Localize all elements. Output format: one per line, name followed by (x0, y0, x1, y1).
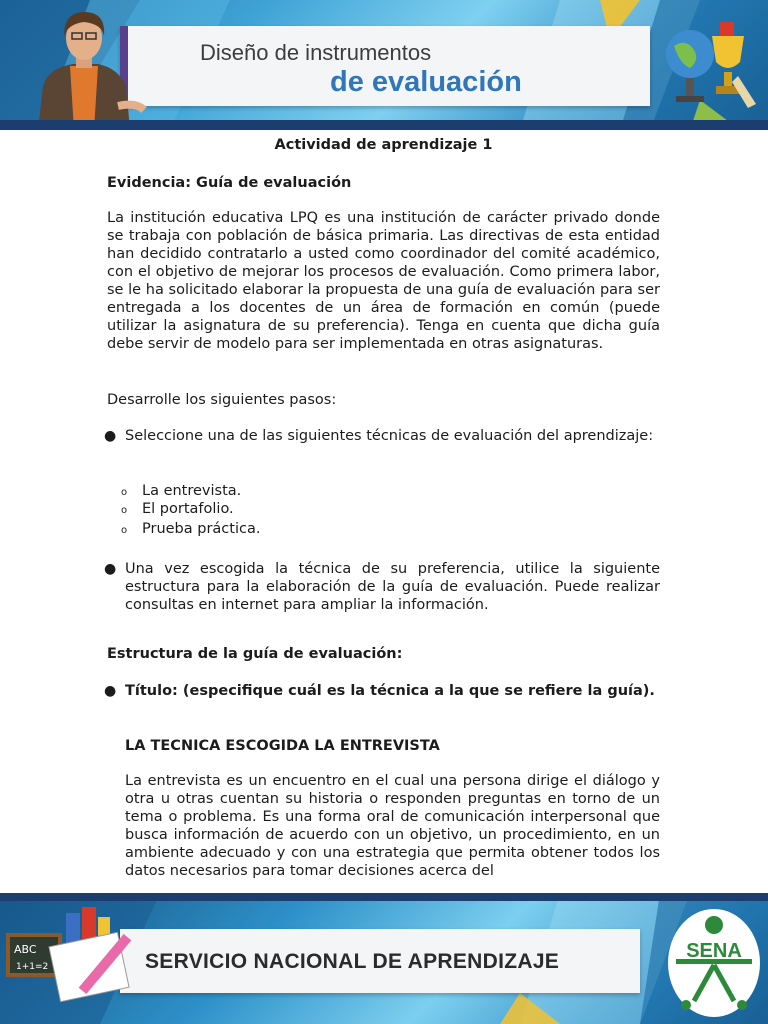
header-title-panel (120, 26, 650, 106)
institution-name: SERVICIO NACIONAL DE APRENDIZAJE (145, 950, 560, 973)
bullet-text: Una vez escogida la técnica de su preferencia, utilice la siguiente estructura para la elaboración de la guía de evaluación. Puede realizar consultas en internet para ampliar la información. (125, 561, 660, 613)
svg-text:ABC: ABC (14, 943, 37, 956)
circle-bullet-icon: o (121, 505, 128, 516)
interview-paragraph: La entrevista es un encuentro en el cual una persona dirige el diálogo y otra u otras cuentan su historia o responden preguntas en torno de un tema o problema. Es una forma oral de comunicación interpersonal que busca información de acuerdo con un objetivo, un procedimiento, en un ambiente adecuado y con una estrategia que permita obtener todos los datos necesarios para tomar decisiones acerca del (125, 773, 660, 879)
technique-item: o La entrevista. (142, 482, 241, 500)
bullet-icon: ● (104, 428, 117, 444)
bullet-icon: ● (104, 683, 117, 699)
circle-bullet-icon: o (121, 525, 128, 536)
sena-logo (664, 901, 764, 1019)
steps-intro: Desarrolle los siguientes pasos: (107, 392, 337, 408)
sena-logo-text: SENA (686, 940, 742, 962)
sena-logo-icon (664, 901, 764, 1019)
bullet-text: Seleccione una de las siguientes técnicas de evaluación del aprendizaje: (125, 428, 654, 444)
bullet-title-spec (104, 682, 660, 700)
svg-text:1+1=2: 1+1=2 (16, 962, 49, 972)
bullet-select-technique (104, 426, 660, 447)
teacher-illustration-icon (18, 6, 148, 130)
trophy-globe-icon (660, 16, 760, 112)
footer-title-panel (120, 929, 640, 993)
circle-bullet-icon: o (121, 487, 128, 498)
technique-item: o El portafolio. (142, 500, 234, 518)
bullet-text: Título: (especifique cuál es la técnica a la que se refiere la guía). (125, 683, 655, 699)
header-title-line2: de evaluación (330, 66, 522, 98)
footer-banner (0, 893, 768, 1024)
school-supplies-icon (4, 899, 144, 1019)
evidence-heading: Evidencia: Guía de evaluación (107, 175, 352, 191)
bullet-icon: ● (104, 561, 117, 577)
technique-item: o Prueba práctica. (142, 520, 260, 538)
header-banner (0, 0, 768, 130)
chosen-technique-heading: LA TECNICA ESCOGIDA LA ENTREVISTA (125, 738, 440, 754)
activity-title: Actividad de aprendizaje 1 (274, 137, 493, 153)
intro-paragraph: La institución educativa LPQ es una institución de carácter privado donde se trabaja con población de básica primaria. Las directivas de esta entidad han decidido contratarlo a usted como coordinador del comité académico, con el objetivo de mejorar los procesos de evaluación. Como primera labor, se le ha solicitado elaborar la propuesta de una guía de evaluación para ser entregada a los docentes de un área de formación en común (puede utilizar la asignatura de su preferencia). Tenga en cuenta que dicha guía debe servir de modelo para ser implementada en otras asignaturas. (107, 210, 660, 352)
bullet-structure-instructions (104, 560, 660, 614)
structure-heading: Estructura de la guía de evaluación: (107, 646, 403, 662)
header-title-line1: Diseño de instrumentos (200, 40, 432, 65)
